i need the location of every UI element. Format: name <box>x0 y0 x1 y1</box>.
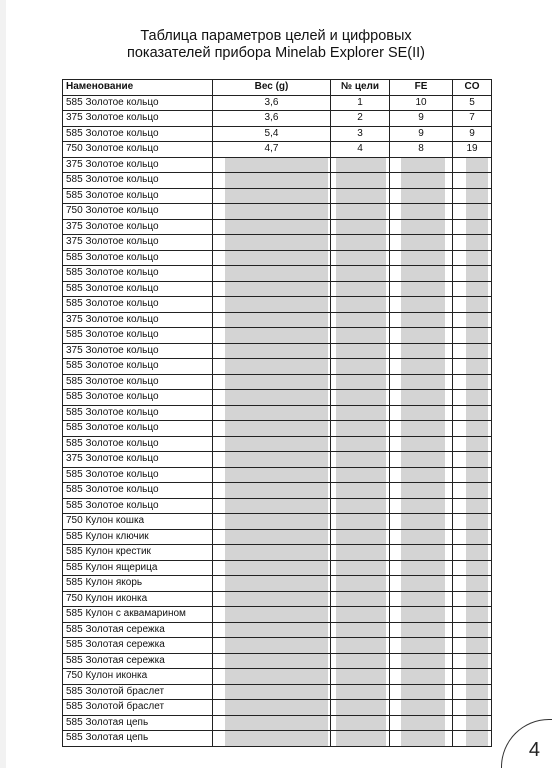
title-line-2: показателей прибора Minelab Explorer SE(II) <box>126 45 425 61</box>
cell-target-number[interactable] <box>331 591 390 607</box>
cell-co[interactable] <box>453 545 492 561</box>
cell-fe[interactable] <box>390 359 453 375</box>
cell-target-number[interactable] <box>331 529 390 545</box>
table-row <box>63 95 492 111</box>
cell-weight[interactable] <box>213 250 331 266</box>
cell-fe[interactable] <box>390 343 453 359</box>
title-line-1: Таблица параметров целей и цифровых <box>140 28 412 44</box>
cell-name: 585 Золотое кольцо <box>63 266 213 282</box>
cell-fe[interactable] <box>390 607 453 623</box>
cell-weight[interactable] <box>213 638 331 654</box>
cell-name: 585 Золотой браслет <box>63 700 213 716</box>
targets-table <box>62 79 492 747</box>
cell-target-number[interactable] <box>331 173 390 189</box>
table-row <box>63 653 492 669</box>
cell-target-number[interactable] <box>331 343 390 359</box>
cell-name: 375 Золотое кольцо <box>63 235 213 251</box>
cell-name: 585 Золотое кольцо <box>63 467 213 483</box>
header-name: Наменование <box>63 80 213 96</box>
cell-co[interactable] <box>453 297 492 313</box>
cell-co[interactable] <box>453 204 492 220</box>
cell-fe[interactable] <box>390 297 453 313</box>
table-row <box>63 142 492 158</box>
cell-co[interactable] <box>453 576 492 592</box>
cell-weight[interactable] <box>213 498 331 514</box>
cell-fe[interactable] <box>390 374 453 390</box>
cell-weight[interactable] <box>213 421 331 437</box>
cell-target-number[interactable] <box>331 669 390 685</box>
table-row <box>63 731 492 747</box>
cell-weight[interactable] <box>213 281 331 297</box>
cell-weight[interactable] <box>213 297 331 313</box>
cell-co[interactable] <box>453 421 492 437</box>
cell-weight[interactable] <box>213 452 331 468</box>
cell-fe[interactable] <box>390 560 453 576</box>
cell-weight[interactable] <box>213 343 331 359</box>
table-header-row <box>63 80 492 96</box>
cell-weight[interactable] <box>213 591 331 607</box>
table-row <box>63 684 492 700</box>
cell-name: 585 Золотая сережка <box>63 622 213 638</box>
cell-name: 585 Золотое кольцо <box>63 173 213 189</box>
cell-target-number: 1 <box>331 95 390 111</box>
cell-co[interactable] <box>453 498 492 514</box>
cell-target-number[interactable] <box>331 266 390 282</box>
cell-fe[interactable] <box>390 700 453 716</box>
cell-co: 19 <box>453 142 492 158</box>
page-number: 4 <box>528 739 540 761</box>
cell-fe[interactable] <box>390 731 453 747</box>
header-fe: FE <box>390 80 453 96</box>
cell-name: 375 Золотое кольцо <box>63 452 213 468</box>
cell-weight[interactable] <box>213 483 331 499</box>
cell-co[interactable] <box>453 250 492 266</box>
table-row <box>63 126 492 142</box>
cell-target-number[interactable] <box>331 545 390 561</box>
cell-target-number[interactable] <box>331 700 390 716</box>
cell-name: 750 Золотое кольцо <box>63 204 213 220</box>
cell-fe[interactable] <box>390 328 453 344</box>
table-row <box>63 452 492 468</box>
cell-weight[interactable] <box>213 467 331 483</box>
cell-target-number[interactable] <box>331 622 390 638</box>
cell-co[interactable] <box>453 188 492 204</box>
cell-co[interactable] <box>453 700 492 716</box>
cell-weight[interactable] <box>213 312 331 328</box>
document-title <box>6 28 546 62</box>
header-co: CO <box>453 80 492 96</box>
cell-weight[interactable] <box>213 266 331 282</box>
cell-name: 585 Золотое кольцо <box>63 359 213 375</box>
cell-weight[interactable] <box>213 390 331 406</box>
cell-name: 585 Кулон ключик <box>63 529 213 545</box>
cell-name: 375 Золотое кольцо <box>63 343 213 359</box>
table-row <box>63 576 492 592</box>
cell-weight: 5,4 <box>213 126 331 142</box>
cell-fe[interactable] <box>390 390 453 406</box>
table-row <box>63 359 492 375</box>
cell-target-number[interactable] <box>331 715 390 731</box>
table-row <box>63 405 492 421</box>
table-row <box>63 374 492 390</box>
cell-name: 750 Кулон кошка <box>63 514 213 530</box>
cell-fe[interactable] <box>390 312 453 328</box>
table-row <box>63 529 492 545</box>
cell-weight[interactable] <box>213 700 331 716</box>
cell-fe: 9 <box>390 126 453 142</box>
cell-name: 750 Кулон иконка <box>63 669 213 685</box>
cell-target-number[interactable] <box>331 684 390 700</box>
cell-weight[interactable] <box>213 731 331 747</box>
cell-fe[interactable] <box>390 436 453 452</box>
cell-target-number[interactable] <box>331 235 390 251</box>
cell-name: 375 Золотое кольцо <box>63 111 213 127</box>
table-row <box>63 483 492 499</box>
table-row <box>63 281 492 297</box>
cell-target-number[interactable] <box>331 188 390 204</box>
cell-target-number: 3 <box>331 126 390 142</box>
cell-target-number[interactable] <box>331 405 390 421</box>
cell-target-number[interactable] <box>331 607 390 623</box>
cell-name: 585 Золотая цепь <box>63 715 213 731</box>
cell-co[interactable] <box>453 281 492 297</box>
table-row <box>63 421 492 437</box>
cell-co[interactable] <box>453 607 492 623</box>
cell-fe[interactable] <box>390 545 453 561</box>
cell-target-number[interactable] <box>331 250 390 266</box>
cell-weight[interactable] <box>213 545 331 561</box>
cell-weight[interactable] <box>213 235 331 251</box>
cell-fe[interactable] <box>390 235 453 251</box>
table-row <box>63 157 492 173</box>
cell-weight[interactable] <box>213 576 331 592</box>
cell-fe[interactable] <box>390 529 453 545</box>
cell-name: 585 Золотое кольцо <box>63 390 213 406</box>
cell-co[interactable] <box>453 374 492 390</box>
cell-fe: 9 <box>390 111 453 127</box>
cell-fe[interactable] <box>390 684 453 700</box>
cell-name: 750 Золотое кольцо <box>63 142 213 158</box>
cell-name: 375 Золотое кольцо <box>63 157 213 173</box>
cell-weight[interactable] <box>213 157 331 173</box>
cell-name: 585 Золотое кольцо <box>63 483 213 499</box>
cell-name: 585 Золотое кольцо <box>63 95 213 111</box>
table-row <box>63 700 492 716</box>
header-target-number: № цели <box>331 80 390 96</box>
cell-fe[interactable] <box>390 219 453 235</box>
cell-weight[interactable] <box>213 405 331 421</box>
table-row <box>63 514 492 530</box>
cell-name: 585 Золотая цепь <box>63 731 213 747</box>
cell-co[interactable] <box>453 436 492 452</box>
cell-target-number[interactable] <box>331 359 390 375</box>
table-row <box>63 173 492 189</box>
table-row <box>63 250 492 266</box>
cell-co[interactable] <box>453 328 492 344</box>
cell-co[interactable] <box>453 638 492 654</box>
cell-name: 375 Золотое кольцо <box>63 219 213 235</box>
cell-co[interactable] <box>453 390 492 406</box>
cell-co[interactable] <box>453 560 492 576</box>
cell-weight: 3,6 <box>213 111 331 127</box>
table-row <box>63 111 492 127</box>
cell-name: 750 Кулон иконка <box>63 591 213 607</box>
cell-name: 585 Золотой браслет <box>63 684 213 700</box>
cell-name: 585 Кулон крестик <box>63 545 213 561</box>
cell-co[interactable] <box>453 173 492 189</box>
cell-weight[interactable] <box>213 684 331 700</box>
cell-target-number[interactable] <box>331 576 390 592</box>
cell-fe: 8 <box>390 142 453 158</box>
table-row <box>63 498 492 514</box>
cell-fe[interactable] <box>390 653 453 669</box>
cell-co[interactable] <box>453 219 492 235</box>
table-row <box>63 560 492 576</box>
cell-weight[interactable] <box>213 653 331 669</box>
cell-weight[interactable] <box>213 514 331 530</box>
cell-name: 585 Золотая сережка <box>63 638 213 654</box>
cell-target-number[interactable] <box>331 328 390 344</box>
cell-co[interactable] <box>453 653 492 669</box>
table-row <box>63 219 492 235</box>
table-row <box>63 312 492 328</box>
cell-target-number[interactable] <box>331 483 390 499</box>
cell-name: 585 Золотое кольцо <box>63 498 213 514</box>
cell-weight: 4,7 <box>213 142 331 158</box>
cell-target-number: 4 <box>331 142 390 158</box>
cell-fe[interactable] <box>390 576 453 592</box>
cell-fe: 10 <box>390 95 453 111</box>
table-row <box>63 436 492 452</box>
cell-target-number[interactable] <box>331 204 390 220</box>
cell-co[interactable] <box>453 514 492 530</box>
cell-co[interactable] <box>453 715 492 731</box>
cell-target-number[interactable] <box>331 390 390 406</box>
cell-weight[interactable] <box>213 622 331 638</box>
cell-fe[interactable] <box>390 591 453 607</box>
cell-co[interactable] <box>453 266 492 282</box>
cell-target-number[interactable] <box>331 653 390 669</box>
table-row <box>63 390 492 406</box>
table-row <box>63 328 492 344</box>
cell-co[interactable] <box>453 669 492 685</box>
cell-co[interactable] <box>453 405 492 421</box>
table-body <box>63 95 492 746</box>
cell-fe[interactable] <box>390 157 453 173</box>
table-row <box>63 715 492 731</box>
cell-co: 7 <box>453 111 492 127</box>
table-row <box>63 235 492 251</box>
cell-fe[interactable] <box>390 173 453 189</box>
table-row <box>63 545 492 561</box>
cell-co[interactable] <box>453 359 492 375</box>
cell-target-number[interactable] <box>331 219 390 235</box>
cell-weight[interactable] <box>213 374 331 390</box>
cell-co[interactable] <box>453 467 492 483</box>
cell-target-number[interactable] <box>331 297 390 313</box>
cell-co[interactable] <box>453 157 492 173</box>
cell-target-number[interactable] <box>331 281 390 297</box>
cell-weight[interactable] <box>213 359 331 375</box>
cell-co[interactable] <box>453 684 492 700</box>
cell-fe[interactable] <box>390 204 453 220</box>
cell-name: 585 Золотое кольцо <box>63 436 213 452</box>
cell-fe[interactable] <box>390 405 453 421</box>
cell-name: 585 Кулон с аквамарином <box>63 607 213 623</box>
cell-weight[interactable] <box>213 188 331 204</box>
document-page <box>6 0 552 768</box>
cell-fe[interactable] <box>390 622 453 638</box>
cell-name: 585 Золотое кольцо <box>63 421 213 437</box>
cell-fe[interactable] <box>390 467 453 483</box>
cell-name: 585 Золотое кольцо <box>63 188 213 204</box>
cell-co[interactable] <box>453 591 492 607</box>
cell-name: 585 Золотое кольцо <box>63 297 213 313</box>
cell-name: 585 Золотое кольцо <box>63 405 213 421</box>
table-row <box>63 607 492 623</box>
table-row <box>63 188 492 204</box>
cell-name: 585 Золотое кольцо <box>63 281 213 297</box>
cell-fe[interactable] <box>390 514 453 530</box>
page-number-corner <box>501 719 552 768</box>
cell-weight[interactable] <box>213 607 331 623</box>
table-row <box>63 638 492 654</box>
cell-target-number[interactable] <box>331 560 390 576</box>
cell-target-number[interactable] <box>331 731 390 747</box>
cell-fe[interactable] <box>390 250 453 266</box>
cell-fe[interactable] <box>390 498 453 514</box>
cell-weight[interactable] <box>213 328 331 344</box>
cell-name: 585 Золотое кольцо <box>63 328 213 344</box>
cell-co: 5 <box>453 95 492 111</box>
cell-fe[interactable] <box>390 266 453 282</box>
cell-co[interactable] <box>453 731 492 747</box>
cell-weight[interactable] <box>213 560 331 576</box>
cell-fe[interactable] <box>390 638 453 654</box>
cell-target-number[interactable] <box>331 374 390 390</box>
table-row <box>63 622 492 638</box>
table-row <box>63 204 492 220</box>
table-row <box>63 297 492 313</box>
cell-fe[interactable] <box>390 188 453 204</box>
cell-target-number[interactable] <box>331 312 390 328</box>
table-row <box>63 266 492 282</box>
cell-fe[interactable] <box>390 669 453 685</box>
cell-co: 9 <box>453 126 492 142</box>
cell-name: 585 Золотое кольцо <box>63 374 213 390</box>
cell-name: 585 Кулон якорь <box>63 576 213 592</box>
cell-name: 585 Золотое кольцо <box>63 250 213 266</box>
cell-fe[interactable] <box>390 281 453 297</box>
cell-name: 585 Кулон ящерица <box>63 560 213 576</box>
cell-target-number[interactable] <box>331 514 390 530</box>
cell-fe[interactable] <box>390 483 453 499</box>
cell-target-number[interactable] <box>331 638 390 654</box>
cell-co[interactable] <box>453 343 492 359</box>
cell-name: 585 Золотая сережка <box>63 653 213 669</box>
cell-fe[interactable] <box>390 715 453 731</box>
cell-name: 375 Золотое кольцо <box>63 312 213 328</box>
cell-weight[interactable] <box>213 529 331 545</box>
cell-co[interactable] <box>453 452 492 468</box>
cell-co[interactable] <box>453 622 492 638</box>
cell-weight[interactable] <box>213 219 331 235</box>
cell-co[interactable] <box>453 529 492 545</box>
cell-co[interactable] <box>453 235 492 251</box>
cell-target-number[interactable] <box>331 498 390 514</box>
cell-weight[interactable] <box>213 436 331 452</box>
cell-co[interactable] <box>453 483 492 499</box>
table-row <box>63 591 492 607</box>
cell-weight[interactable] <box>213 669 331 685</box>
table-row <box>63 467 492 483</box>
cell-co[interactable] <box>453 312 492 328</box>
cell-weight: 3,6 <box>213 95 331 111</box>
cell-target-number[interactable] <box>331 421 390 437</box>
table-row <box>63 669 492 685</box>
cell-target-number: 2 <box>331 111 390 127</box>
cell-fe[interactable] <box>390 452 453 468</box>
cell-target-number[interactable] <box>331 452 390 468</box>
cell-name: 585 Золотое кольцо <box>63 126 213 142</box>
cell-weight[interactable] <box>213 173 331 189</box>
cell-fe[interactable] <box>390 421 453 437</box>
cell-target-number[interactable] <box>331 436 390 452</box>
cell-target-number[interactable] <box>331 467 390 483</box>
cell-target-number[interactable] <box>331 157 390 173</box>
cell-weight[interactable] <box>213 204 331 220</box>
header-weight: Вес (g) <box>213 80 331 96</box>
cell-weight[interactable] <box>213 715 331 731</box>
table-row <box>63 343 492 359</box>
